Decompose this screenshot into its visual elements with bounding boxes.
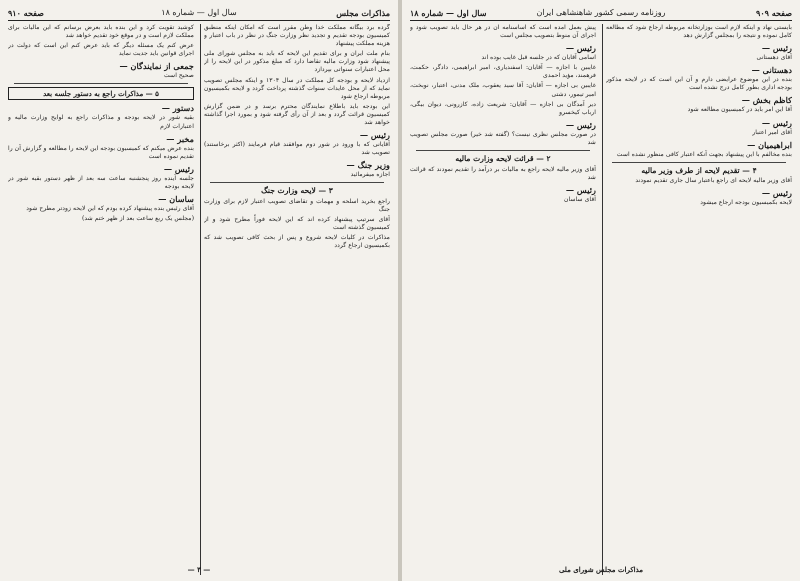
columns (8, 24, 390, 575)
header-issue: سال اول — شماره ۱۸ (410, 8, 487, 18)
column-rule (602, 24, 603, 575)
left-page (0, 0, 398, 581)
speaker-label: ابراهیمیان — (747, 139, 792, 150)
paragraph: راجع بخرید اسلحه و مهمات و تقاضای تصویب اعتبار لازم برای وزارت جنگ (204, 197, 390, 213)
paragraph: این بودجه باید باطلاع نمایندگان محترم برسد و در ضمن گزارش کمیسیون قرائت گردد و بعد از آن رأی گرفته شود و بمورد اجرا گذاشته خواهد شد (204, 102, 390, 127)
speaker-label: رئیس — (761, 43, 792, 54)
paragraph: آقای ساسان (563, 195, 596, 203)
paragraph: بنده در این موضوع عرایضی دارم و آن این است که در لایحه مذکور بودجه اداری بطور کامل درج نشده است (606, 76, 792, 92)
speaker-label: کاظم بخش — (741, 95, 792, 106)
paragraph: لایحه بکمیسیون بودجه ارجاع میشود (700, 199, 792, 207)
paragraph: غایبین بی اجازه — آقایان: آقا سید یعقوب، ملک مدنی، اعتبار، نوبخت، امیر تیمور، دشتی (410, 82, 596, 98)
paragraph: عرض کنم یک مسئله دیگر که باید عرض کنم این است که دولت در اجرای قوانین باید جدیت نماید (8, 42, 194, 58)
speaker-label: رئیس — (761, 117, 792, 128)
paragraph: اسامی آقایان که در جلسه قبل غایب بوده اند (481, 54, 596, 62)
paragraph: صحیح است (163, 72, 194, 80)
header-paper: مذاکرات مجلس (336, 8, 390, 18)
header-issue: سال اول — شماره ۱۸ (161, 8, 237, 17)
paragraph: بنام ملت ایران و برای تقدیم این لایحه که باید به مجلس شورای ملی پیشنهاد شود وزارت مالیه تقاضا دارد که مبلغ مذکور در این لایحه را از محل اعتبارات سنواتی بپردازد (204, 50, 390, 74)
speaker-label: رئیس — (565, 184, 596, 195)
speaker-label: رئیس — (565, 43, 596, 54)
paragraph: اجازه میفرمائید (350, 171, 390, 179)
paragraph: آقای رئیس بنده پیشنهاد کرده بودم که این لایحه زودتر مطرح شود (26, 205, 194, 213)
paragraph: مذاکرات در کلیات لایحه شروع و پس از بحث کافی تصویب شد که بکمیسیون ارجاع گردد (204, 234, 390, 250)
speaker-label: دهستانی — (751, 65, 792, 76)
section-title: ۲ — قرائت لایحه وزارت مالیه (455, 154, 551, 164)
page-footer: — ۳ — (187, 565, 211, 574)
right-page (402, 0, 800, 581)
paragraph: کوشید تقویت کرد و این بنده باید بعرض برسانم که این مالیات برای مملکت لازم است و در موقع خود تقدیم خواهد شد (8, 24, 194, 40)
speaker-label: جمعی از نمایندگان — (119, 61, 194, 72)
header-paper: روزنامه رسمی کشور شاهنشاهی ایران (536, 8, 666, 17)
column-rule (200, 24, 201, 575)
speaker-label: ساسان — (158, 194, 194, 205)
paragraph: آقای وزیر مالیه لایحه راجع به مالیات بر درآمد را تقدیم نمودند که قرائت شد (410, 165, 596, 181)
section-title: ۴ — تقدیم لایحه از طرف وزیر مالیه (641, 165, 757, 175)
speaker-label: دستور — (161, 103, 194, 114)
page-header (8, 6, 390, 21)
paragraph: جلسه آینده روز پنجشنبه ساعت سه بعد از ظهر دستور بقیه شور در لایحه بودجه (8, 174, 194, 190)
paragraph: (مجلس یک ربع ساعت بعد از ظهر ختم شد) (81, 215, 194, 223)
divider (612, 162, 786, 163)
paragraph: آقای امیر اعتبار (752, 128, 792, 136)
speaker-label: مخبر — (166, 133, 194, 144)
paragraph: آقای دهستانی (756, 54, 792, 62)
paragraph: گرده برد بیگانه مملکت خدا وطن مقرر است که امکان اینکه منطبق کمیسیون بودجه تقدیم و تجدید نظر وزارت جنگ در نظر در باب اعتبار و هزینه مملکت پیشنهاد (204, 24, 390, 48)
column-right (606, 24, 792, 575)
divider (210, 182, 384, 183)
paragraph: بایستی نهاد و اینکه لازم است بوزارتخانه مربوطه ارجاع شود که مطالعه کامل نموده و نتیجه را بمجلس گزارش دهد (606, 24, 792, 40)
columns (410, 24, 792, 575)
header-page-number: صفحه ۹۰۹ (756, 8, 792, 18)
paragraph: غایبین با اجازه — آقایان: اسفندیاری، امیر ابراهیمی، دادگر، حکمت، فرهمند، مؤید احمدی (410, 64, 596, 80)
page-footer: مذاکرات مجلس شورای ملی (558, 565, 644, 574)
speaker-label: رئیس — (565, 119, 596, 130)
header-page-number: صفحه ۹۱۰ (8, 8, 44, 18)
paragraph: بقیه شور در لایحه بودجه و مذاکرات راجع به لوایح وزارت مالیه و اعتبارات لازم (8, 114, 194, 130)
paragraph: بنده مخالفم با این پیشنهاد بجهت آنکه اعتبار کافی منظور نشده است (616, 150, 792, 158)
divider (14, 83, 188, 84)
paragraph: در صورت مجلس نظری نیست؟ (گفته شد خیر) صورت مجلس تصویب شد (410, 130, 596, 146)
column-right (204, 24, 390, 575)
paragraph: پیش بعمل آمده است که اساسنامه آن در هر حال باید تصویب شود و اجرای آن منوط بتصویب مجلس است (410, 24, 596, 40)
page-header (410, 6, 792, 21)
paragraph: آقا این امر باید در کمیسیون مطالعه شود (687, 106, 792, 114)
section-title: ۳ — لایحه وزارت جنگ (261, 186, 333, 196)
paragraph: ازدیاد لایحه و بودجه کل مملکت در سال ۱۳۰۴ و اینکه مجلس تصویب نماید که از محل عایدات سنوات گذشته پرداخت گردد و لایحه بکمیسیون مربوطه ارجاع شود (204, 76, 390, 100)
paragraph: آقایانی که با ورود در شور دوم موافقند قیام فرمایند (اکثر برخاستند) تصویب شد (204, 141, 390, 157)
speaker-label: رئیس — (163, 163, 194, 174)
paragraph: بنده عرض میکنم که کمیسیون بودجه این لایحه را مطالعه و گزارش آن را تقدیم نموده است (8, 144, 194, 160)
column-left (410, 24, 596, 575)
paragraph: آقای وزیر مالیه لایحه ای راجع باعتبار سال جاری تقدیم نمودند (635, 177, 792, 185)
speaker-label: رئیس — (359, 130, 390, 141)
paragraph: دیر آمدگان بی اجازه — آقایان: شریعت زاده، کازرونی، دیوان بیگی، ارباب کیخسرو (410, 100, 596, 116)
section-title-boxed: ۵ — مذاکرات راجع به دستور جلسه بعد (8, 87, 194, 100)
column-left (8, 24, 194, 575)
speaker-label: وزیر جنگ — (346, 160, 390, 171)
divider (416, 150, 590, 151)
paragraph: آقای سرتیپ پیشنهاد کرده اند که این لایحه فوراً مطرح شود و از کمیسیون گذشته است (204, 216, 390, 232)
speaker-label: رئیس — (761, 188, 792, 199)
